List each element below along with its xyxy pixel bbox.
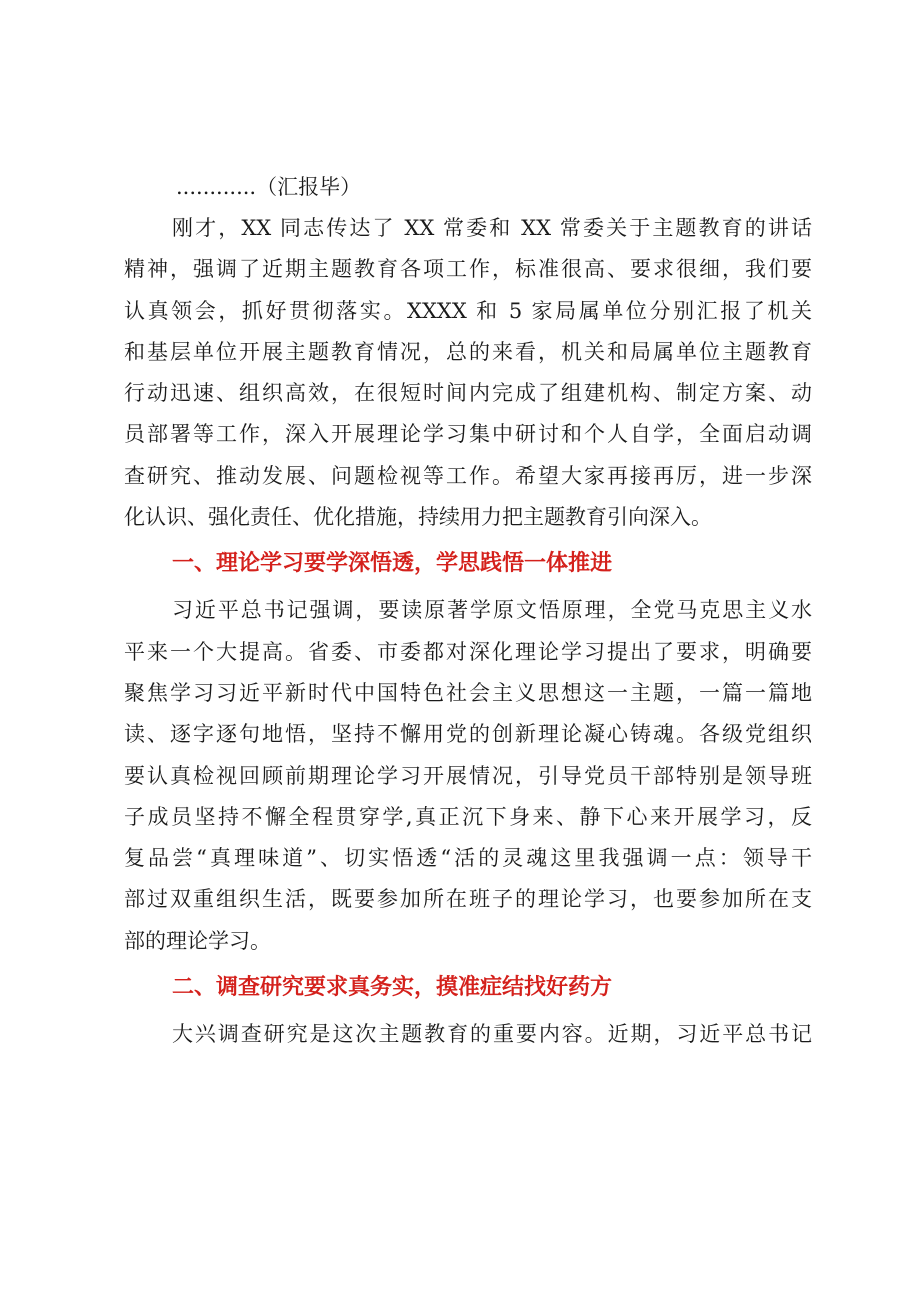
paragraph-line: 复品尝“真理味道”、切实悟透“活的灵魂这里我强调一点：领导干 [124, 846, 812, 871]
paragraph-line: 行动迅速、组织高效，在很短时间内完成了组建机构、制定方案、动 [124, 381, 812, 406]
section-heading-2: 二、调查研究要求真务实，摸准症结找好药方 [172, 975, 613, 1001]
paragraph-line: 习近平总书记强调，要读原著学原文悟原理，全党马克思主义水 [172, 598, 812, 623]
section-1-paragraph [124, 590, 812, 962]
paragraph-line: 子成员坚持不懈全程贯穿学,真正沉下身来、静下心来开展学习，反 [124, 804, 812, 829]
paragraph-line: 聚焦学习习近平新时代中国特色社会主义思想这一主题，一篇一篇地 [124, 680, 812, 705]
paragraph-line: 读、逐字逐句地悟，坚持不懈用党的创新理论凝心铸魂。各级党组织 [124, 722, 812, 747]
paragraph-line: 精神，强调了近期主题教育各项工作，标准很高、要求很细，我们要 [124, 257, 812, 282]
paragraph-line: 认真领会，抓好贯彻落实。XXXX 和 5 家局属单位分别汇报了机关 [124, 298, 812, 323]
paragraph-line: 大兴调查研究是这次主题教育的重要内容。近期，习近平总书记 [172, 1022, 812, 1047]
document-body [124, 166, 812, 1055]
paragraph-line: 查研究、推动发展、问题检视等工作。希望大家再接再厉，进一步深 [124, 463, 812, 488]
paragraph-line: 部的理论学习。 [124, 928, 271, 953]
paragraph-line: 部过双重组织生活，既要参加所在班子的理论学习，也要参加所在支 [124, 887, 812, 912]
paragraph-line: 员部署等工作，深入开展理论学习集中研讨和个人自学，全面启动调 [124, 422, 812, 447]
paragraph-line: 化认识、强化责任、优化措施，持续用力把主题教育引向深入。 [124, 505, 712, 530]
section-heading-1: 一、理论学习要学深悟透，学思践悟一体推进 [172, 551, 613, 577]
paragraph-line: 平来一个大提高。省委、市委都对深化理论学习提出了要求，明确要 [124, 639, 812, 664]
paragraph-line: 和基层单位开展主题教育情况，总的来看，机关和局属单位主题教育 [124, 339, 812, 364]
paragraph-line: 要认真检视回顾前期理论学习开展情况，引导党员干部特别是领导班 [124, 763, 812, 788]
closing-line: ............（汇报毕） [176, 175, 362, 199]
section-2-paragraph [124, 1014, 812, 1055]
paragraph-line: 刚才，XX 同志传达了 XX 常委和 XX 常委关于主题教育的讲话 [172, 216, 812, 240]
intro-paragraph [124, 208, 812, 538]
